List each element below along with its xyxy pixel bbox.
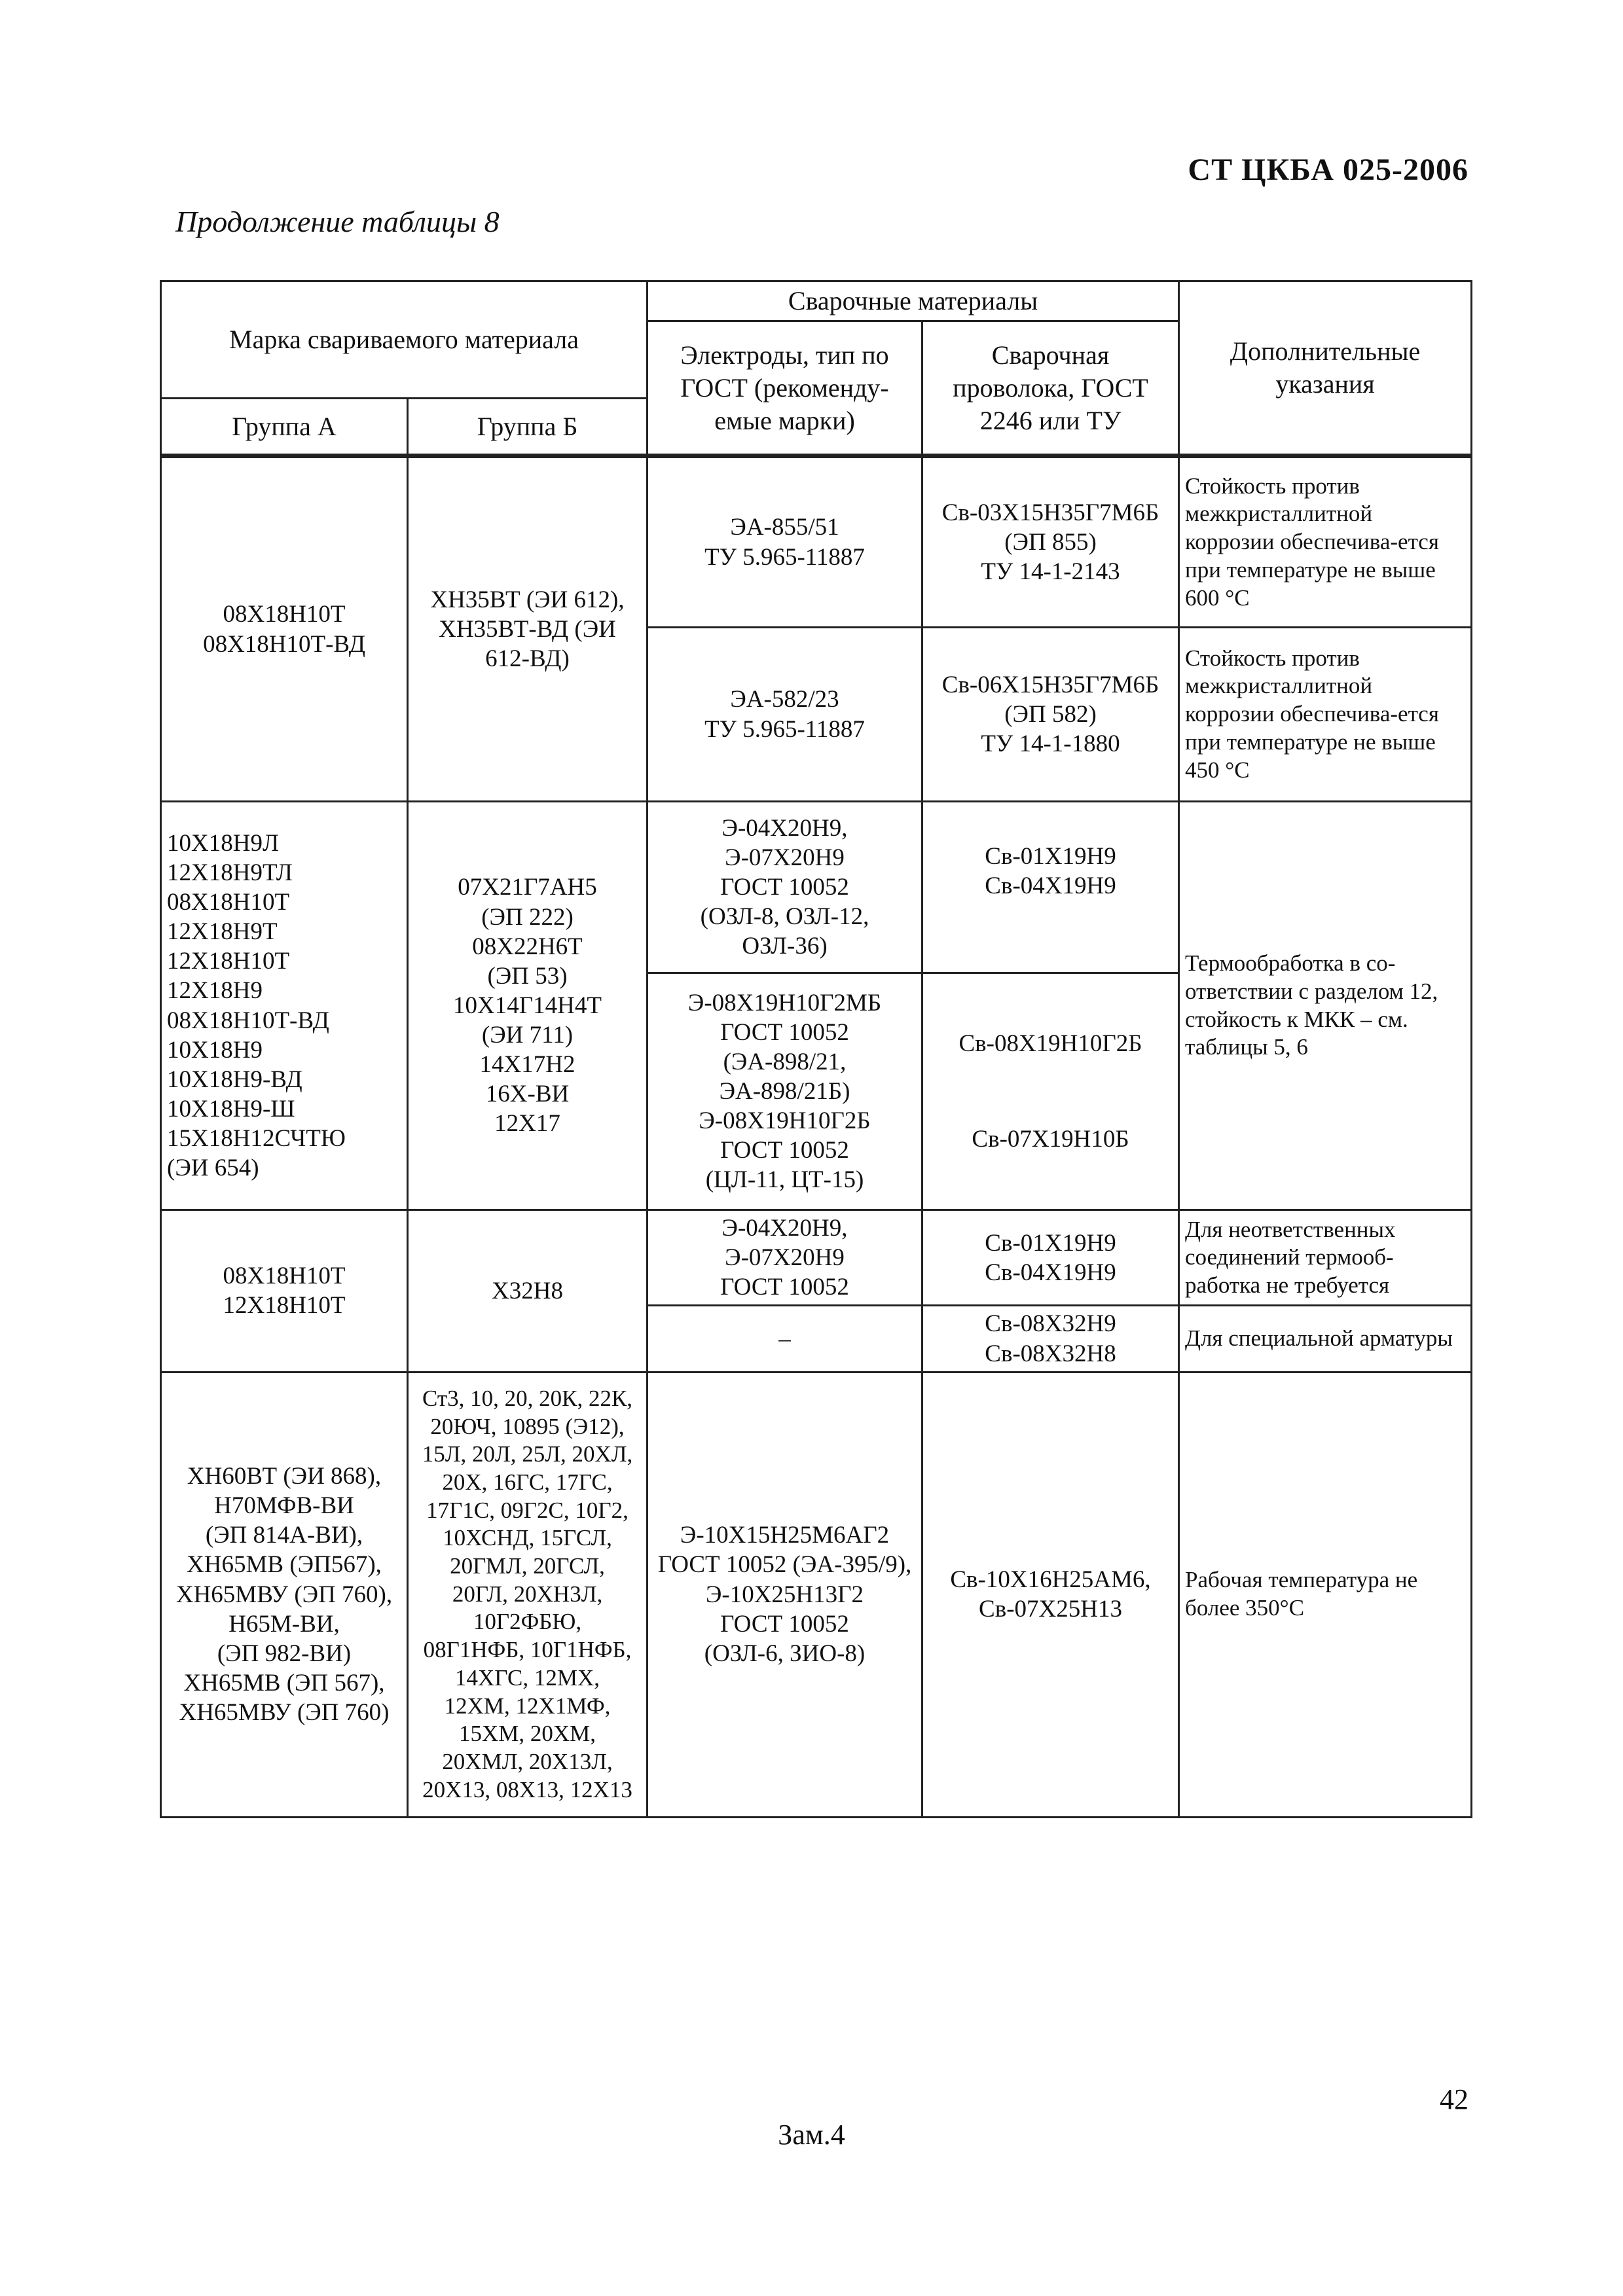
- r4-note: Рабочая температура не более 350°С: [1179, 1372, 1472, 1817]
- header-wire: Сварочная проволока, ГОСТ 2246 или ТУ: [922, 321, 1179, 456]
- r2-note: Термообработка в со-ответствии с разделом 12, стойкость к МКК – см. таблицы 5, 6: [1179, 802, 1472, 1210]
- r3-sub2-note: Для специальной арматуры: [1179, 1306, 1472, 1372]
- document-code: СТ ЦКБА 025-2006: [1188, 152, 1468, 187]
- r1-sub2-wire: Св-06Х15Н35Г7М6Б (ЭП 582) ТУ 14-1-1880: [922, 628, 1179, 802]
- r3-sub1-wire: Св-01Х19Н9 Св-04Х19Н9: [922, 1210, 1179, 1306]
- header-welding-materials: Сварочные материалы: [647, 281, 1179, 321]
- r3-group-b: Х32Н8: [408, 1210, 647, 1372]
- table-caption: Продолжение таблицы 8: [175, 205, 500, 238]
- r1-sub1-note: Стойкость против межкристаллитной коррозии обеспечива-ется при температуре не выше 600 °С: [1179, 456, 1472, 628]
- r1-sub2-electrodes: ЭА-582/23 ТУ 5.965-11887: [647, 628, 922, 802]
- r1-sub1-wire: Св-03Х15Н35Г7М6Б (ЭП 855) ТУ 14-1-2143: [922, 456, 1179, 628]
- r1-group-b: ХН35ВТ (ЭИ 612), ХН35ВТ-ВД (ЭИ 612-ВД): [408, 456, 647, 802]
- r4-wire: Св-10Х16Н25АМ6, Св-07Х25Н13: [922, 1372, 1179, 1817]
- r3-group-a: 08Х18Н10Т 12Х18Н10Т: [161, 1210, 408, 1372]
- welding-materials-table: [160, 280, 1472, 1818]
- r1-sub1-electrodes: ЭА-855/51 ТУ 5.965-11887: [647, 456, 922, 628]
- footer-amendment: Зам.4: [778, 2119, 845, 2151]
- r2-group-a: 10Х18Н9Л 12Х18Н9ТЛ 08Х18Н10Т 12Х18Н9Т 12Х18Н10Т 12Х18Н9 08Х18Н10Т-ВД 10Х18Н9 10Х18Н9-ВД 10Х18Н9-Ш 15Х18Н12СЧТЮ (ЭИ 654): [161, 802, 408, 1210]
- r2-sub2-electrodes: Э-08Х19Н10Г2МБ ГОСТ 10052 (ЭА-898/21, ЭА-898/21Б) Э-08Х19Н10Г2Б ГОСТ 10052 (ЦЛ-11, ЦТ-15): [647, 973, 922, 1210]
- r2-sub1-electrodes: Э-04Х20Н9, Э-07Х20Н9 ГОСТ 10052 (ОЗЛ-8, ОЗЛ-12, ОЗЛ-36): [647, 802, 922, 973]
- r3-sub1-note: Для неответственных соединений термооб-работка не требуется: [1179, 1210, 1472, 1306]
- r3-sub2-wire: Св-08Х32Н9 Св-08Х32Н8: [922, 1306, 1179, 1372]
- header-notes: Дополнительные указания: [1179, 281, 1472, 456]
- r4-group-b: Ст3, 10, 20, 20К, 22К, 20ЮЧ, 10895 (Э12), 15Л, 20Л, 25Л, 20ХЛ, 20Х, 16ГС, 17ГС, 17Г1С, 09Г2С, 10Г2, 10ХСНД, 15ГСЛ, 20ГМЛ, 20ГСЛ, 20ГЛ, 20ХН3Л, 10Г2ФБЮ, 08Г1НФБ, 10Г1НФБ, 14ХГС, 12МХ, 12ХМ, 12Х1МФ, 15ХМ, 20ХМ, 20ХМЛ, 20Х13Л, 20Х13, 08Х13, 12Х13: [408, 1372, 647, 1817]
- header-group-a: Группа А: [161, 399, 408, 456]
- header-group-b: Группа Б: [408, 399, 647, 456]
- r2-sub2-wire: Св-08Х19Н10Г2Б Св-07Х19Н10Б: [922, 973, 1179, 1210]
- r1-group-a: 08Х18Н10Т 08Х18Н10Т-ВД: [161, 456, 408, 802]
- page-number: 42: [1440, 2083, 1468, 2115]
- r3-sub2-electrodes: –: [647, 1306, 922, 1372]
- header-electrodes: Электроды, тип по ГОСТ (рекоменду-емые марки): [647, 321, 922, 456]
- r2-sub1-wire: Св-01Х19Н9 Св-04Х19Н9: [922, 802, 1179, 973]
- r3-sub1-electrodes: Э-04Х20Н9, Э-07Х20Н9 ГОСТ 10052: [647, 1210, 922, 1306]
- header-brand: Марка свариваемого материала: [161, 281, 647, 399]
- r2-group-b: 07Х21Г7АН5 (ЭП 222) 08Х22Н6Т (ЭП 53) 10Х14Г14Н4Т (ЭИ 711) 14Х17Н2 16Х-ВИ 12Х17: [408, 802, 647, 1210]
- r1-sub2-note: Стойкость против межкристаллитной коррозии обеспечива-ется при температуре не выше 450 °С: [1179, 628, 1472, 802]
- r4-electrodes: Э-10Х15Н25М6АГ2 ГОСТ 10052 (ЭА-395/9), Э-10Х25Н13Г2 ГОСТ 10052 (ОЗЛ-6, ЗИО-8): [647, 1372, 922, 1817]
- r4-group-a: ХН60ВТ (ЭИ 868), Н70МФВ-ВИ (ЭП 814А-ВИ), ХН65МВ (ЭП567), ХН65МВУ (ЭП 760), Н65М-ВИ, (ЭП 982-ВИ) ХН65МВ (ЭП 567), ХН65МВУ (ЭП 760): [161, 1372, 408, 1817]
